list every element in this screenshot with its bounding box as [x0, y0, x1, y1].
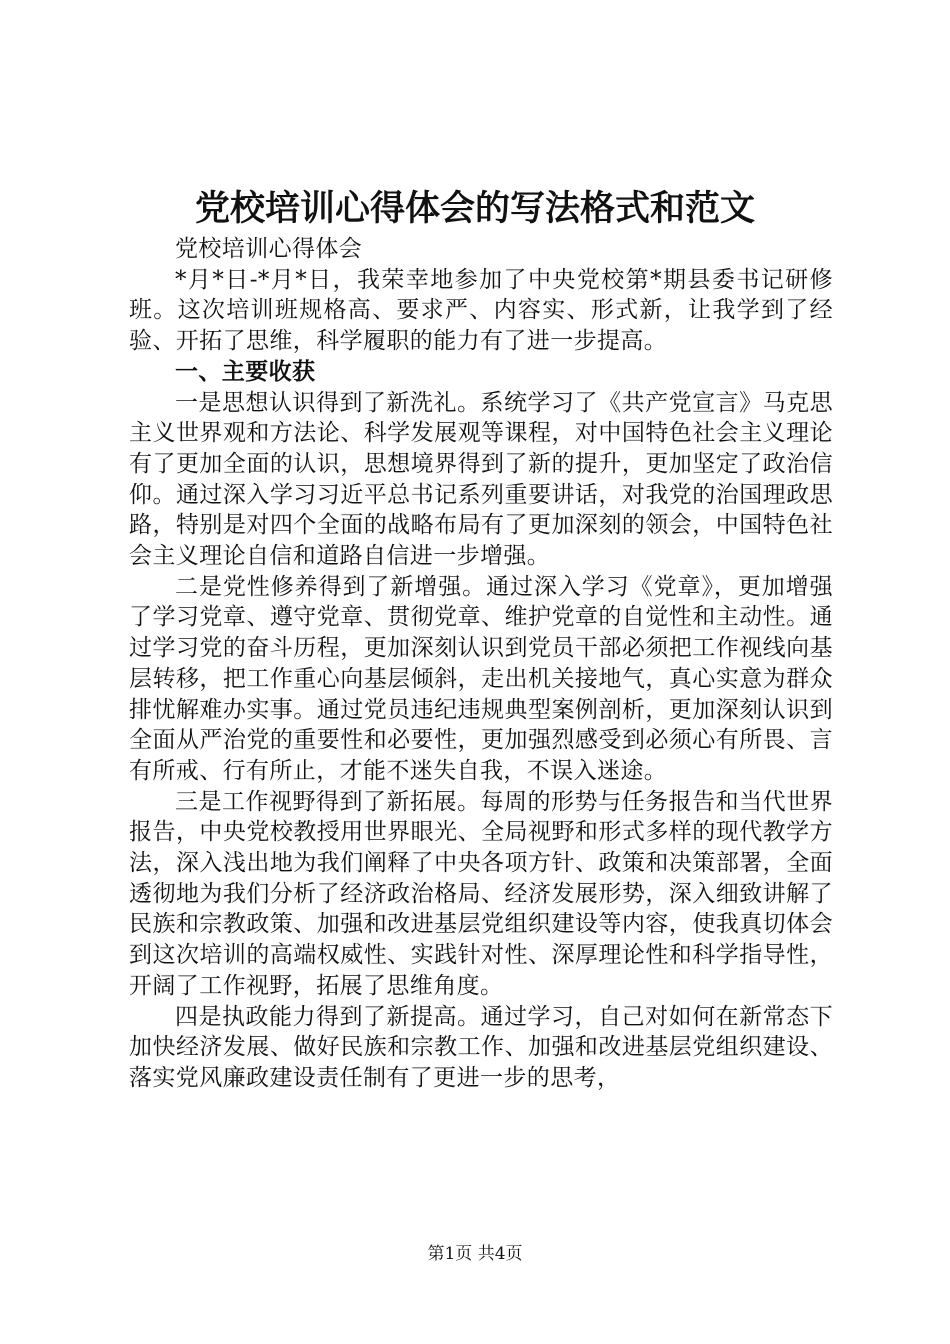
body-paragraph-3: 三是工作视野得到了新拓展。每周的形势与任务报告和当代世界报告，中央党校教授用世界眼光、全局视野和形式多样的现代教学方法，深入浅出地为我们阐释了中央各项方针、政策和决策部署，全面透彻地为我们分析了经济政治格局、经济发展形势，深入细致讲解了民族和宗教政策、加强和改进基层党组织建设等内容，使我真切体会到这次培训的高端权威性、实践针对性、深厚理论性和科学指导性，开阔了工作视野，拓展了思维角度。 [129, 788, 833, 999]
body-paragraph-2: 二是党性修养得到了新增强。通过深入学习《党章》，更加增强了学习党章、遵守党章、贯彻党章、维护党章的自觉性和主动性。通过学习党的奋斗历程，更加深刻认识到党员干部必须把工作视线向基层转移，把工作重心向基层倾斜，走出机关接地气，真心实意为群众排忧解难办实事。通过党员违纪违规典型案例剖析，更加深刻认识到全面从严治党的重要性和必要性，更加强烈感受到必须心有所畏、言有所戒、行有所止，才能不迷失自我，不误入迷途。 [129, 573, 833, 784]
subtitle-paragraph: 党校培训心得体会 [175, 236, 363, 262]
document-body [129, 234, 833, 1094]
body-paragraph-1: 一是思想认识得到了新洗礼。系统学习了《共产党宣言》马克思主义世界观和方法论、科学发展观等课程，对中国特色社会主义理论有了更加全面的认识，思想境界得到了新的提升，更加坚定了政治信仰。通过深入学习习近平总书记系列重要讲话，对我党的治国理政思路，特别是对四个全面的战略布局有了更加深刻的领会，中国特色社会主义理论自信和道路自信进一步增强。 [129, 389, 833, 570]
body-paragraph-4: 四是执政能力得到了新提高。通过学习，自己对如何在新常态下加快经济发展、做好民族和宗教工作、加强和改进基层党组织建设、落实党风廉政建设责任制有了更进一步的思考， [129, 1003, 833, 1091]
document-title: 党校培训心得体会的写法格式和范文 [194, 188, 755, 229]
intro-paragraph: *月*日-*月*日，我荣幸地参加了中央党校第*期县委书记研修班。这次培训班规格高、要求严、内容实、形式新，让我学到了经验、开拓了思维，科学履职的能力有了进一步提高。 [129, 266, 833, 355]
page-footer: 第1页 共4页 [427, 1244, 523, 1264]
section-heading: 一、主要收获 [175, 357, 316, 385]
